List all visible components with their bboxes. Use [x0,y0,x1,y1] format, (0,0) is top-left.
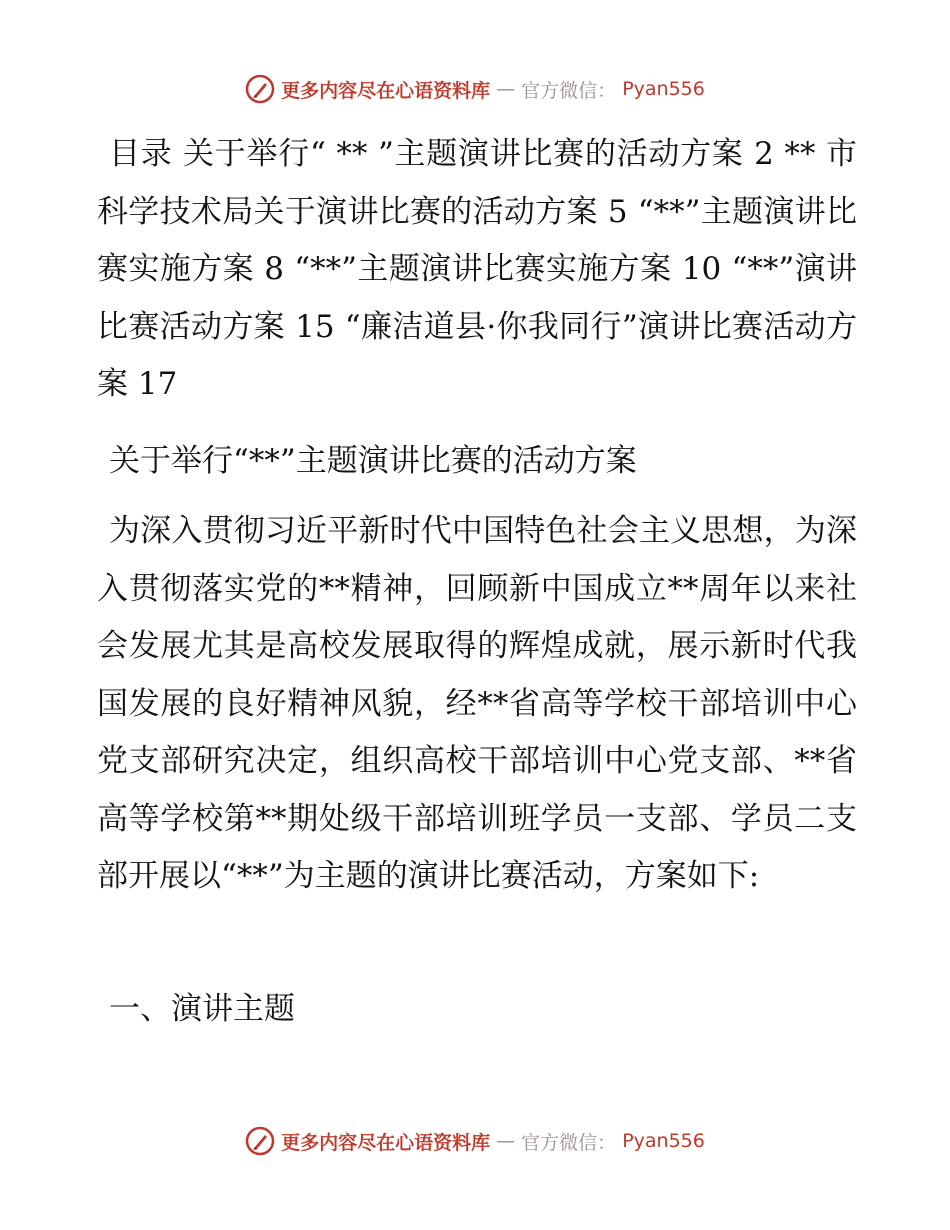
watermark-separator: — [496,78,516,100]
document-title [97,433,857,491]
quill-logo-icon [245,1126,275,1156]
watermark-site-text: 更多内容尽在心语资料库 [281,1131,491,1154]
quill-logo-icon [245,74,275,104]
section-heading [97,981,857,1039]
watermark-label: 官方微信： [521,79,617,102]
section-heading-text: 一、演讲主题 [109,991,295,1027]
intro-paragraph-text: 为深入贯彻习近平新时代中国特色社会主义思想，为深入贯彻落实党的**精神，回顾新中国成立**周年以来社会发展尤其是高校发展取得的辉煌成就，展示新时代我国发展的良好精神风貌，经**省高等学校干部培训中心党支部研究决定，组织高校干部培训中心党支部、**省高等学校第**期处级干部培训班学员一支部、学员二支部开展以“**”为主题的演讲比赛活动，方案如下: [97,513,857,894]
watermark-wechat-id: Pyan556 [622,1130,705,1152]
watermark-label: 官方微信： [521,1131,617,1154]
document-title-text: 关于举行“**”主题演讲比赛的活动方案 [109,443,637,479]
watermark-separator: — [496,1130,516,1152]
intro-paragraph [97,503,857,906]
watermark-wechat-id: Pyan556 [622,78,705,100]
table-of-contents [97,126,857,414]
watermark-site-text: 更多内容尽在心语资料库 [281,79,491,102]
footer-watermark [0,1126,950,1156]
header-watermark [0,74,950,104]
toc-text: 目录 关于举行“ ** ”主题演讲比赛的活动方案 2 ** 市科学技术局关于演讲比赛的活动方案 5 “**”主题演讲比赛实施方案 8 “**”主题演讲比赛实施方案 10 “**”演讲比赛活动方案 15 “廉洁道县·你我同行”演讲比赛活动方案 17 [97,136,857,402]
